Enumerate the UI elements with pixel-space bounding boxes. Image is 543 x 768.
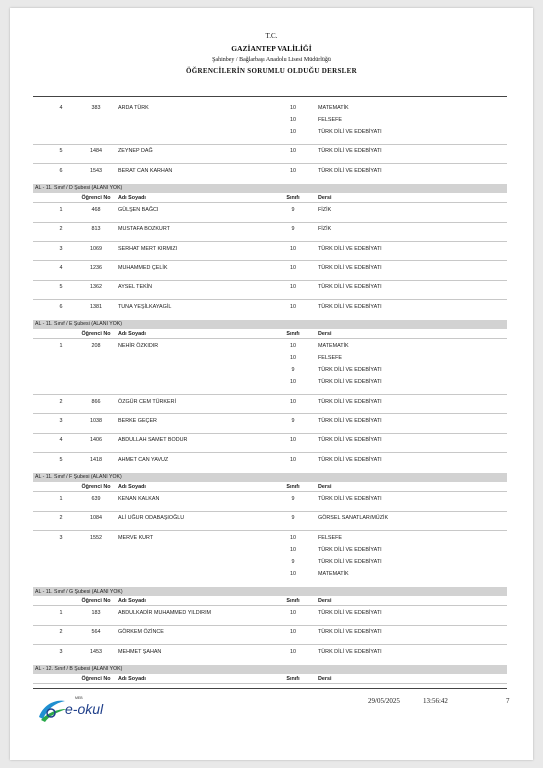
lesson-grade: 10 xyxy=(290,245,296,252)
lesson-name: TÜRK DİLİ VE EDEBİYATI xyxy=(318,129,382,135)
lesson-grade: 10 xyxy=(290,264,296,271)
lesson-name: TÜRK DİLİ VE EDEBİYATI xyxy=(318,398,382,405)
row-divider xyxy=(33,644,507,645)
logo-meb-label: MEB xyxy=(75,696,83,700)
footer-page-number: 7 xyxy=(506,697,510,705)
student-name: SERHAT MERT KIRMIZI xyxy=(118,245,178,252)
column-header-grade: Sınıfı xyxy=(286,330,300,337)
lesson-grade: 10 xyxy=(290,342,296,349)
student-index: 3 xyxy=(59,418,63,424)
class-section-header xyxy=(33,473,507,482)
student-index: 6 xyxy=(59,167,63,174)
student-index: 4 xyxy=(59,104,63,111)
student-index: 1 xyxy=(59,206,63,213)
lesson-name: TÜRK DİLİ VE EDEBİYATI xyxy=(318,379,382,386)
footer-time: 13:56:42 xyxy=(423,697,448,705)
student-number: 183 xyxy=(91,610,101,616)
lesson-name: FİZİK xyxy=(318,226,332,233)
e-okul-swoosh-icon xyxy=(35,695,69,723)
lesson-name: TÜRK DİLİ VE EDEBİYATI xyxy=(318,629,382,636)
student-number: 1084 xyxy=(90,515,102,522)
lesson-name: FELSEFE xyxy=(318,116,342,123)
student-number: 1038 xyxy=(90,418,102,424)
column-header-grade: Sınıfı xyxy=(286,483,300,490)
student-index: 2 xyxy=(59,515,63,522)
lesson-grade: 10 xyxy=(290,610,296,616)
lesson-name: FİZİK xyxy=(318,206,332,213)
student-index: 5 xyxy=(59,148,63,155)
student-name: MERVE KURT xyxy=(118,534,154,541)
lesson-grade: 10 xyxy=(290,284,296,291)
lesson-grade: 9 xyxy=(291,226,295,233)
lesson-grade: 10 xyxy=(290,456,296,463)
column-header-name: Adı Soyadı xyxy=(118,598,146,605)
column-header-lesson: Dersi xyxy=(318,194,332,201)
student-name: AYSEL TEKİN xyxy=(118,284,153,291)
student-number: 639 xyxy=(91,495,101,502)
lesson-grade: 9 xyxy=(291,206,295,213)
student-name: ALİ UĞUR ODABAŞIOĞLU xyxy=(118,515,185,522)
lesson-name: TÜRK DİLİ VE EDEBİYATI xyxy=(318,167,382,174)
column-header-lesson: Dersi xyxy=(318,675,332,682)
lesson-grade: 9 xyxy=(291,495,295,502)
student-number: 564 xyxy=(91,629,101,636)
lesson-name: TÜRK DİLİ VE EDEBİYATI xyxy=(318,303,382,310)
row-divider xyxy=(33,260,507,261)
column-header-name: Adı Soyadı xyxy=(118,483,146,490)
lesson-grade: 10 xyxy=(290,571,296,578)
class-section-header xyxy=(33,320,507,329)
student-number: 1236 xyxy=(90,264,102,271)
row-divider xyxy=(33,413,507,414)
student-name: TUNA YEŞİLKAYAGİL xyxy=(118,303,172,310)
student-index: 3 xyxy=(59,245,63,252)
lesson-grade: 10 xyxy=(290,534,296,541)
student-index: 2 xyxy=(59,398,63,405)
e-okul-logo xyxy=(35,695,115,725)
lesson-name: TÜRK DİLİ VE EDEBİYATI xyxy=(318,546,382,553)
student-number: 1552 xyxy=(90,534,102,541)
row-divider xyxy=(33,144,507,145)
student-name: MUSTAFA BOZKURT xyxy=(118,226,170,233)
lesson-name: TÜRK DİLİ VE EDEBİYATI xyxy=(318,245,382,252)
row-divider xyxy=(33,511,507,512)
column-header-row xyxy=(33,674,507,684)
lesson-name: TÜRK DİLİ VE EDEBİYATI xyxy=(318,610,382,616)
top-rule xyxy=(33,96,507,97)
class-section-label: AL - 11. Sınıf / F Şubesi (ALANI YOK) xyxy=(35,474,122,481)
student-index: 1 xyxy=(59,495,63,502)
student-number: 1069 xyxy=(90,245,102,252)
student-index: 3 xyxy=(59,534,63,541)
row-divider xyxy=(33,241,507,242)
column-header-row xyxy=(33,482,507,492)
column-header-student-no: Öğrenci No xyxy=(81,598,111,605)
lesson-name: TÜRK DİLİ VE EDEBİYATI xyxy=(318,284,382,291)
column-header-lesson: Dersi xyxy=(318,330,332,337)
student-name: ZEYNEP DAĞ xyxy=(118,148,153,155)
column-header-lesson: Dersi xyxy=(318,598,332,605)
lesson-grade: 10 xyxy=(290,167,296,174)
student-index: 2 xyxy=(59,629,63,636)
column-header-grade: Sınıfı xyxy=(286,598,300,605)
student-number: 1543 xyxy=(90,167,102,174)
student-name: MEHMET ŞAHAN xyxy=(118,648,162,655)
student-number: 1381 xyxy=(90,303,102,310)
class-section-header xyxy=(33,587,507,596)
row-divider xyxy=(33,222,507,223)
student-index: 1 xyxy=(59,610,63,616)
lesson-name: MATEMATİK xyxy=(318,571,349,578)
column-header-row xyxy=(33,596,507,606)
student-name: BERKE GEÇER xyxy=(118,418,157,424)
student-name: ÖZGÜR CEM TÜRKERİ xyxy=(118,398,177,405)
column-header-grade: Sınıfı xyxy=(286,194,300,201)
column-header-name: Adı Soyadı xyxy=(118,675,146,682)
lesson-grade: 10 xyxy=(290,129,296,135)
row-divider xyxy=(33,299,507,300)
row-divider xyxy=(33,530,507,531)
header-tc: T.C. xyxy=(265,32,278,40)
lesson-grade: 10 xyxy=(290,648,296,655)
header-school: Şahinbey / Bağlarbaşı Anadolu Lisesi Müdürlüğü xyxy=(212,57,331,63)
student-name: MUHAMMED ÇELİK xyxy=(118,264,168,271)
class-section-label: AL - 11. Sınıf / D Şubesi (ALANI YOK) xyxy=(35,185,123,192)
lesson-name: TÜRK DİLİ VE EDEBİYATI xyxy=(318,367,382,373)
column-header-student-no: Öğrenci No xyxy=(81,675,111,682)
student-name: GÜLŞEN BAĞCI xyxy=(118,206,159,213)
student-index: 5 xyxy=(59,456,63,463)
student-number: 866 xyxy=(91,398,101,405)
student-name: ABDULKADİR MUHAMMED YILDIRIM xyxy=(118,610,212,616)
lesson-name: TÜRK DİLİ VE EDEBİYATI xyxy=(318,437,382,444)
student-index: 3 xyxy=(59,648,63,655)
student-index: 4 xyxy=(59,264,63,271)
student-name: AHMET CAN YAVUZ xyxy=(118,456,169,463)
student-index: 6 xyxy=(59,303,63,310)
row-divider xyxy=(33,433,507,434)
lesson-grade: 10 xyxy=(290,303,296,310)
column-header-row xyxy=(33,193,507,203)
lesson-name: TÜRK DİLİ VE EDEBİYATI xyxy=(318,495,382,502)
lesson-name: GÖRSEL SANATLAR/MÜZİK xyxy=(318,515,389,522)
student-name: ABDULLAH SAMET BODUR xyxy=(118,437,188,444)
lesson-grade: 10 xyxy=(290,629,296,636)
footer-date: 29/05/2025 xyxy=(368,697,400,705)
student-name: KENAN KALKAN xyxy=(118,495,160,502)
column-header-student-no: Öğrenci No xyxy=(81,330,111,337)
row-divider xyxy=(33,163,507,164)
class-section-label: AL - 11. Sınıf / E Şubesi (ALANI YOK) xyxy=(35,321,122,328)
student-number: 1484 xyxy=(90,148,102,155)
student-number: 1406 xyxy=(90,437,102,444)
lesson-name: TÜRK DİLİ VE EDEBİYATI xyxy=(318,648,382,655)
column-header-student-no: Öğrenci No xyxy=(81,194,111,201)
student-number: 383 xyxy=(91,104,101,111)
student-number: 468 xyxy=(91,206,101,213)
lesson-name: TÜRK DİLİ VE EDEBİYATI xyxy=(318,456,382,463)
student-index: 1 xyxy=(59,342,63,349)
student-name: ARDA TÜRK xyxy=(118,104,149,111)
student-name: GÖRKEM ÖZİNCE xyxy=(118,629,164,636)
column-header-row xyxy=(33,329,507,339)
column-header-name: Adı Soyadı xyxy=(118,194,146,201)
lesson-name: MATEMATİK xyxy=(318,104,349,111)
lesson-name: TÜRK DİLİ VE EDEBİYATI xyxy=(318,264,382,271)
column-header-student-no: Öğrenci No xyxy=(81,483,111,490)
class-section-header xyxy=(33,184,507,193)
lesson-grade: 10 xyxy=(290,104,296,111)
student-number: 1362 xyxy=(90,284,102,291)
lesson-name: TÜRK DİLİ VE EDEBİYATI xyxy=(318,418,382,424)
lesson-grade: 10 xyxy=(290,398,296,405)
row-divider xyxy=(33,452,507,453)
row-divider xyxy=(33,394,507,395)
column-header-name: Adı Soyadı xyxy=(118,330,146,337)
lesson-name: FELSEFE xyxy=(318,534,342,541)
row-divider xyxy=(33,280,507,281)
column-header-grade: Sınıfı xyxy=(286,675,300,682)
student-name: NEHİR ÖZKIDIR xyxy=(118,342,159,349)
lesson-name: TÜRK DİLİ VE EDEBİYATI xyxy=(318,558,382,565)
lesson-grade: 10 xyxy=(290,148,296,155)
student-index: 5 xyxy=(59,284,63,291)
class-section-label: AL - 12. Sınıf / B Şubesi (ALANI YOK) xyxy=(35,666,123,673)
lesson-grade: 10 xyxy=(290,354,296,361)
lesson-name: MATEMATİK xyxy=(318,342,349,349)
page-title: ÖĞRENCİLERİN SORUMLU OLDUĞU DERSLER xyxy=(186,67,357,75)
student-index: 2 xyxy=(59,226,63,233)
column-header-lesson: Dersi xyxy=(318,483,332,490)
student-number: 208 xyxy=(91,342,101,349)
student-name: BERAT CAN KARHAN xyxy=(118,167,173,174)
header-governorship: GAZİANTEP VALİLİĞİ xyxy=(231,44,312,53)
row-divider xyxy=(33,625,507,626)
lesson-grade: 10 xyxy=(290,379,296,386)
lesson-name: FELSEFE xyxy=(318,354,342,361)
lesson-grade: 9 xyxy=(291,367,295,373)
lesson-grade: 10 xyxy=(290,116,296,123)
class-section-header xyxy=(33,665,507,674)
student-number: 1453 xyxy=(90,648,102,655)
lesson-grade: 10 xyxy=(290,437,296,444)
lesson-name: TÜRK DİLİ VE EDEBİYATI xyxy=(318,148,382,155)
logo-text: e-okul xyxy=(65,701,104,717)
lesson-grade: 9 xyxy=(291,515,295,522)
class-section-label: AL - 11. Sınıf / G Şubesi (ALANI YOK) xyxy=(35,588,123,595)
document-page xyxy=(10,8,533,760)
student-number: 1418 xyxy=(90,456,102,463)
lesson-grade: 10 xyxy=(290,546,296,553)
bottom-rule xyxy=(33,688,507,689)
lesson-grade: 9 xyxy=(291,418,295,424)
student-number: 813 xyxy=(91,226,101,233)
student-index: 4 xyxy=(59,437,63,444)
lesson-grade: 9 xyxy=(291,558,295,565)
